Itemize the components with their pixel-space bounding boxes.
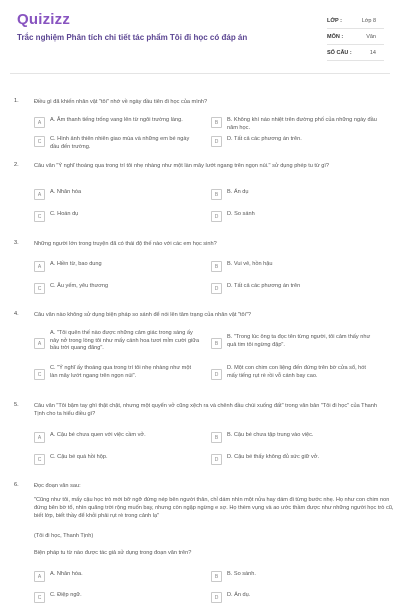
option-letter: A: [34, 338, 45, 349]
option-text: A. Âm thanh tiếng trống vang lên từ ngôi trường làng.: [50, 117, 183, 123]
option-d[interactable]: [211, 211, 388, 222]
option-a[interactable]: [34, 432, 211, 443]
question-prompt: Biện pháp tu từ nào được tác giả sử dụng trong đoạn văn trên?: [34, 550, 192, 556]
question-text: Những người lớn trong truyện đã có thái độ thế nào với các em học sinh?: [34, 241, 217, 247]
option-a[interactable]: [34, 330, 211, 353]
option-text: A. "Tôi quên thế nào được những cảm giác trong sáng ấy nảy nở trong lòng tôi như mấy cánh hoa tươi mỉm cười giữa bầu trời quang đãng".: [50, 330, 200, 351]
subject-label: MÔN :: [327, 33, 344, 40]
option-letter: B: [211, 261, 222, 272]
option-text: B. Vui vẻ, hồn hậu: [227, 261, 273, 267]
meta-row-count: [327, 45, 384, 61]
option-c[interactable]: [34, 283, 211, 294]
option-text: A. Nhân hóa: [50, 189, 82, 195]
option-text: B. Cậu bé chưa tập trung vào việc.: [227, 432, 314, 438]
option-text: D. Cậu bé thấy không đủ sức giữ vở.: [227, 454, 320, 460]
question-text: Đọc đoạn văn sau:: [34, 483, 81, 489]
option-letter: A: [34, 261, 45, 272]
meta-row-class: [327, 13, 384, 29]
option-b[interactable]: [211, 189, 388, 200]
option-a[interactable]: [34, 571, 211, 582]
option-c[interactable]: [34, 454, 211, 465]
brand-logo: Quizizz: [17, 11, 71, 28]
option-text: D. Ẩn dụ.: [227, 592, 251, 598]
option-text: C. "Ý nghĩ ấy thoáng qua trong trí tôi nhẹ nhàng như một làn mây lướt ngang trên ngọn núi".: [50, 365, 192, 379]
option-b[interactable]: [211, 571, 388, 582]
option-text: B. So sánh.: [227, 571, 256, 577]
option-letter: D: [211, 211, 222, 222]
meta-row-subject: [327, 29, 384, 45]
option-letter: D: [211, 592, 222, 603]
option-letter: C: [34, 283, 45, 294]
option-text: C. Hoán dụ: [50, 211, 79, 217]
question-text: Câu văn nào không sử dụng biện pháp so sánh để nói lên tâm trạng của nhân vật "tôi"?: [34, 312, 252, 318]
option-c[interactable]: [34, 211, 211, 222]
option-c[interactable]: [34, 365, 211, 380]
option-d[interactable]: [211, 136, 388, 147]
option-text: D. So sánh: [227, 211, 255, 217]
option-letter: A: [34, 432, 45, 443]
option-letter: D: [211, 283, 222, 294]
question-number: 5.: [14, 402, 19, 408]
count-value: 14: [369, 49, 376, 56]
option-text: D. Tất cả các phương án trên: [227, 283, 301, 289]
question-text: Điều gì đã khiến nhân vật "tôi" nhớ về ngày đầu tiên đi học của mình?: [34, 99, 208, 105]
option-text: C. Hình ảnh thiên nhiên giao mùa và những em bé ngày đầu đến trường.: [50, 136, 190, 150]
class-value: Lớp 8: [361, 17, 376, 24]
option-letter: C: [34, 369, 45, 380]
option-letter: B: [211, 432, 222, 443]
option-b[interactable]: [211, 261, 388, 272]
option-letter: D: [211, 369, 222, 380]
option-text: C. Âu yếm, yêu thương: [50, 283, 109, 289]
subject-value: Văn: [366, 33, 376, 40]
question-number: 3.: [14, 240, 19, 246]
option-d[interactable]: [211, 454, 388, 465]
option-letter: D: [211, 454, 222, 465]
option-letter: C: [34, 454, 45, 465]
passage-text: "Cũng như tôi, mấy cậu học trò mới bỡ ngỡ đứng nép bên người thân, chỉ dám nhìn một nửa hay dám đi từng bước nhẹ. Họ như con chim non đứng bên bờ tổ, nhìn quãng trời rộng muốn bay, nhưng còn ngập ngừng e sợ. Họ thèm vụng và ao ước thầm được như những người học trò cũ, biết lớp, biết thầy để khỏi phải rụt rè trong cảnh lạ": [34, 497, 394, 519]
option-b[interactable]: [211, 330, 388, 349]
option-c[interactable]: [34, 136, 211, 151]
option-a[interactable]: [34, 261, 211, 272]
option-letter: C: [34, 211, 45, 222]
option-letter: C: [34, 136, 45, 147]
option-text: A. Cậu bé chưa quen với việc cầm vở.: [50, 432, 146, 438]
question-number: 6.: [14, 482, 19, 488]
option-letter: B: [211, 189, 222, 200]
option-letter: B: [211, 117, 222, 128]
option-text: B. Không khí náo nhiệt trên đường phố của những ngày đầu năm học.: [227, 117, 377, 131]
question-number: 4.: [14, 311, 19, 317]
header: [0, 0, 400, 74]
option-b[interactable]: [211, 432, 388, 443]
meta-table: [327, 13, 384, 61]
option-b[interactable]: [211, 117, 388, 132]
option-text: D. Tất cả các phương án trên.: [227, 136, 302, 142]
option-letter: A: [34, 189, 45, 200]
option-letter: B: [211, 338, 222, 349]
option-text: D. Một con chim con liệng đến đứng trên bờ cửa sổ, hót mấy tiếng rụt rè rồi vỗ cánh bay cao.: [227, 365, 366, 379]
option-text: C. Cậu bé quá hồi hộp.: [50, 454, 108, 460]
option-letter: D: [211, 136, 222, 147]
option-text: C. Điệp ngữ.: [50, 592, 82, 598]
option-letter: A: [34, 117, 45, 128]
option-text: A. Hiền từ, bao dung: [50, 261, 102, 267]
question-number: 2.: [14, 162, 19, 168]
option-d[interactable]: [211, 592, 388, 603]
option-letter: C: [34, 592, 45, 603]
option-letter: B: [211, 571, 222, 582]
option-text: A. Nhân hóa.: [50, 571, 83, 577]
class-label: LỚP :: [327, 17, 342, 24]
question-text: Câu văn "Tôi bặm tay ghì thật chặt, nhưng một quyển vở cũng xệch ra và chênh đầu chúi xuống đất" trong văn bản "Tôi đi học" của Thanh Tịnh cho ta hiểu điều gì?: [34, 403, 378, 417]
question-text: Câu văn "Ý nghĩ thoáng qua trong trí tôi nhẹ nhàng như một làn mây lướt ngang trên ngọn núi." sử dụng phép tu từ gì?: [34, 163, 330, 169]
option-a[interactable]: [34, 189, 211, 200]
header-divider: [10, 73, 390, 74]
option-c[interactable]: [34, 592, 211, 603]
option-d[interactable]: [211, 365, 388, 380]
question-number: 1.: [14, 98, 19, 104]
option-text: B. "Trong lúc ông ta đọc tên từng người, tôi cảm thấy như quả tim tôi ngừng đập".: [227, 334, 371, 348]
passage-source: (Tôi đi học, Thanh Tịnh): [34, 533, 94, 539]
option-a[interactable]: [34, 117, 211, 128]
option-d[interactable]: [211, 283, 388, 294]
count-label: SỐ CÂU :: [327, 49, 352, 56]
option-letter: A: [34, 571, 45, 582]
option-text: B. Ẩn dụ: [227, 189, 249, 195]
page-title: Trắc nghiệm Phân tích chi tiết tác phẩm Tôi đi học có đáp án: [17, 33, 248, 42]
